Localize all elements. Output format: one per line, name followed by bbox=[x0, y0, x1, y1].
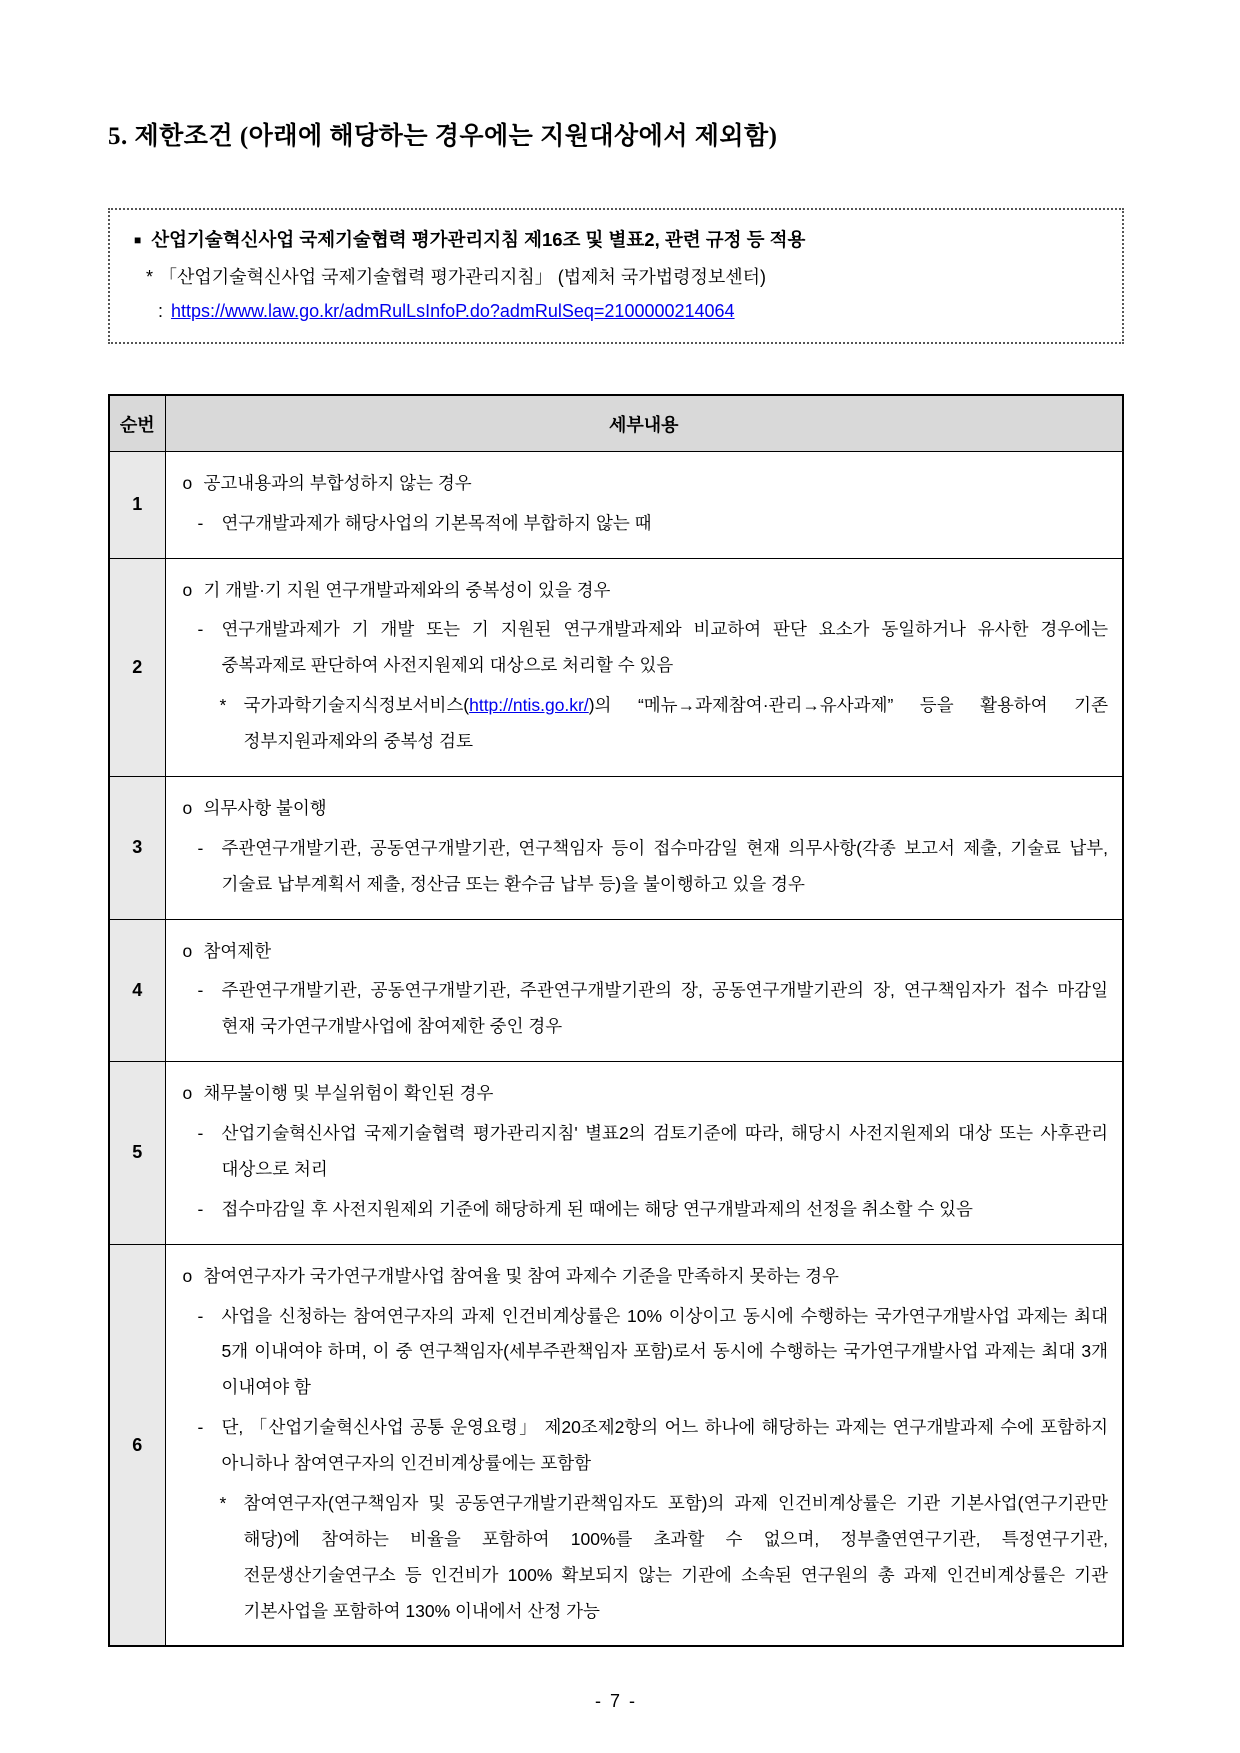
row-detail-cell bbox=[165, 776, 1123, 919]
row-detail-cell bbox=[165, 558, 1123, 776]
restrictions-table bbox=[108, 394, 1124, 1647]
law-portal-link[interactable]: https://www.law.go.kr/admRulLsInfoP.do?admRulSeq=2100000214064 bbox=[171, 301, 735, 322]
item-marker: o bbox=[182, 1265, 193, 1286]
row-number-cell: 3 bbox=[109, 776, 165, 919]
row-detail-cell bbox=[165, 451, 1123, 558]
column-header-number: 순번 bbox=[109, 395, 165, 451]
detail-item: o 의무사항 불이행 bbox=[178, 791, 1109, 827]
table-row bbox=[109, 776, 1123, 919]
row-detail-cell bbox=[165, 1244, 1123, 1646]
notice-heading-text: 산업기술혁신사업 국제기술협력 평가관리지침 제16조 및 별표2, 관련 규정 등 적용 bbox=[151, 229, 806, 250]
detail-item: * 국가과학기술지식정보서비스(http://ntis.go.kr/)의 “메뉴→과제참여·관리→유사과제” 등을 활용하여 기존 정부지원과제와의 중복성 검토 bbox=[178, 688, 1109, 760]
page-number: - 7 - bbox=[594, 1691, 637, 1712]
detail-item: - 주관연구개발기관, 공동연구개발기관, 주관연구개발기관의 장, 공동연구개발기관의 장, 연구책임자가 접수 마감일 현재 국가연구개발사업에 참여제한 중인 경우 bbox=[178, 973, 1109, 1045]
item-marker: - bbox=[197, 1417, 204, 1438]
notice-subnote bbox=[134, 265, 1102, 290]
table-row bbox=[109, 1244, 1123, 1646]
detail-item: o 기 개발·기 지원 연구개발과제와의 중복성이 있을 경우 bbox=[178, 573, 1109, 609]
colon-marker: : bbox=[158, 301, 164, 322]
table-row bbox=[109, 1062, 1123, 1245]
detail-item: - 단, 「산업기술혁신사업 공통 운영요령」 제20조제2항의 어느 하나에 해당하는 과제는 연구개발과제 수에 포함하지 아니하나 참여연구자의 인건비계상률에는 포함함 bbox=[178, 1410, 1109, 1482]
detail-item: - 주관연구개발기관, 공동연구개발기관, 연구책임자 등이 접수마감일 현재 의무사항(각종 보고서 제출, 기술료 납부, 기술료 납부계획서 제출, 정산금 또는 환수금 납부 등)을 불이행하고 있을 경우 bbox=[178, 831, 1109, 903]
row-number-cell: 1 bbox=[109, 451, 165, 558]
item-marker: o bbox=[182, 797, 193, 818]
item-marker: * bbox=[219, 1492, 227, 1513]
row-detail-cell bbox=[165, 1062, 1123, 1245]
detail-item: - 산업기술혁신사업 국제기술협력 평가관리지침' 별표2의 검토기준에 따라, 해당시 사전지원제외 대상 또는 사후관리 대상으로 처리 bbox=[178, 1116, 1109, 1188]
item-marker: - bbox=[197, 512, 204, 533]
detail-item: - 접수마감일 후 사전지원제외 기준에 해당하게 된 때에는 해당 연구개발과제의 선정을 취소할 수 있음 bbox=[178, 1192, 1109, 1228]
table-row bbox=[109, 919, 1123, 1062]
detail-item: o 참여연구자가 국가연구개발사업 참여율 및 참여 과제수 기준을 만족하지 못하는 경우 bbox=[178, 1259, 1109, 1295]
item-marker: - bbox=[197, 1123, 204, 1144]
item-marker: - bbox=[197, 1305, 204, 1326]
item-marker: - bbox=[197, 619, 204, 640]
row-number-cell: 2 bbox=[109, 558, 165, 776]
page-title: 5. 제한조건 (아래에 해당하는 경우에는 지원대상에서 제외함) bbox=[108, 123, 778, 150]
table-header-row bbox=[109, 395, 1123, 451]
row-number-cell: 6 bbox=[109, 1244, 165, 1646]
notice-link-line bbox=[134, 299, 1102, 324]
item-marker: - bbox=[197, 980, 204, 1001]
detail-item: * 참여연구자(연구책임자 및 공동연구개발기관책임자도 포함)의 과제 인건비계상률은 기관 기본사업(연구기관만 해당)에 참여하는 비율을 포함하여 100%를 초과할 수 없으며, 정부출연연구기관, 특정연구기관, 전문생산기술연구소 등 인건비가 100% 확보되지 않는 기관에 소속된 연구원의 총 과제 인건비계상률은 기관 기본사업을 포함하여 130% 이내에서 산정 가능 bbox=[178, 1486, 1109, 1630]
detail-item: - 사업을 신청하는 참여연구자의 과제 인건비계상률은 10% 이상이고 동시에 수행하는 국가연구개발사업 과제는 최대 5개 이내여야 하며, 이 중 연구책임자(세부주관책임자 포함)로서 동시에 수행하는 국가연구개발사업 과제는 최대 3개 이내여야 함 bbox=[178, 1299, 1109, 1407]
item-marker: o bbox=[182, 579, 193, 600]
detail-item: o 참여제한 bbox=[178, 934, 1109, 970]
detail-item: - 연구개발과제가 기 개발 또는 기 지원된 연구개발과제와 비교하여 판단 요소가 동일하거나 유사한 경우에는 중복과제로 판단하여 사전지원제외 대상으로 처리할 수 있음 bbox=[178, 612, 1109, 684]
item-marker: * bbox=[219, 695, 227, 716]
table-row bbox=[109, 451, 1123, 558]
row-number-cell: 4 bbox=[109, 919, 165, 1062]
row-number-cell: 5 bbox=[109, 1062, 165, 1245]
asterisk-marker: * bbox=[146, 266, 154, 287]
item-marker: o bbox=[182, 472, 193, 493]
column-header-detail: 세부내용 bbox=[165, 395, 1123, 451]
detail-item: o 채무불이행 및 부실위험이 확인된 경우 bbox=[178, 1076, 1109, 1112]
table-row bbox=[109, 558, 1123, 776]
item-marker: - bbox=[197, 837, 204, 858]
square-bullet-icon: ■ bbox=[134, 233, 142, 247]
detail-item: o 공고내용과의 부합성하지 않는 경우 bbox=[178, 466, 1109, 502]
row-detail-cell bbox=[165, 919, 1123, 1062]
detail-item: - 연구개발과제가 해당사업의 기본목적에 부합하지 않는 때 bbox=[178, 506, 1109, 542]
notice-subnote-text: 「산업기술혁신사업 국제기술협력 평가관리지침」 (법제처 국가법령정보센터) bbox=[159, 266, 767, 287]
ntis-link[interactable]: http://ntis.go.kr/ bbox=[469, 695, 589, 716]
document-page bbox=[108, 0, 1124, 1712]
item-marker: - bbox=[197, 1198, 204, 1219]
item-marker: o bbox=[182, 940, 193, 961]
notice-box bbox=[108, 208, 1124, 344]
item-marker: o bbox=[182, 1083, 193, 1104]
notice-heading bbox=[134, 227, 1102, 253]
